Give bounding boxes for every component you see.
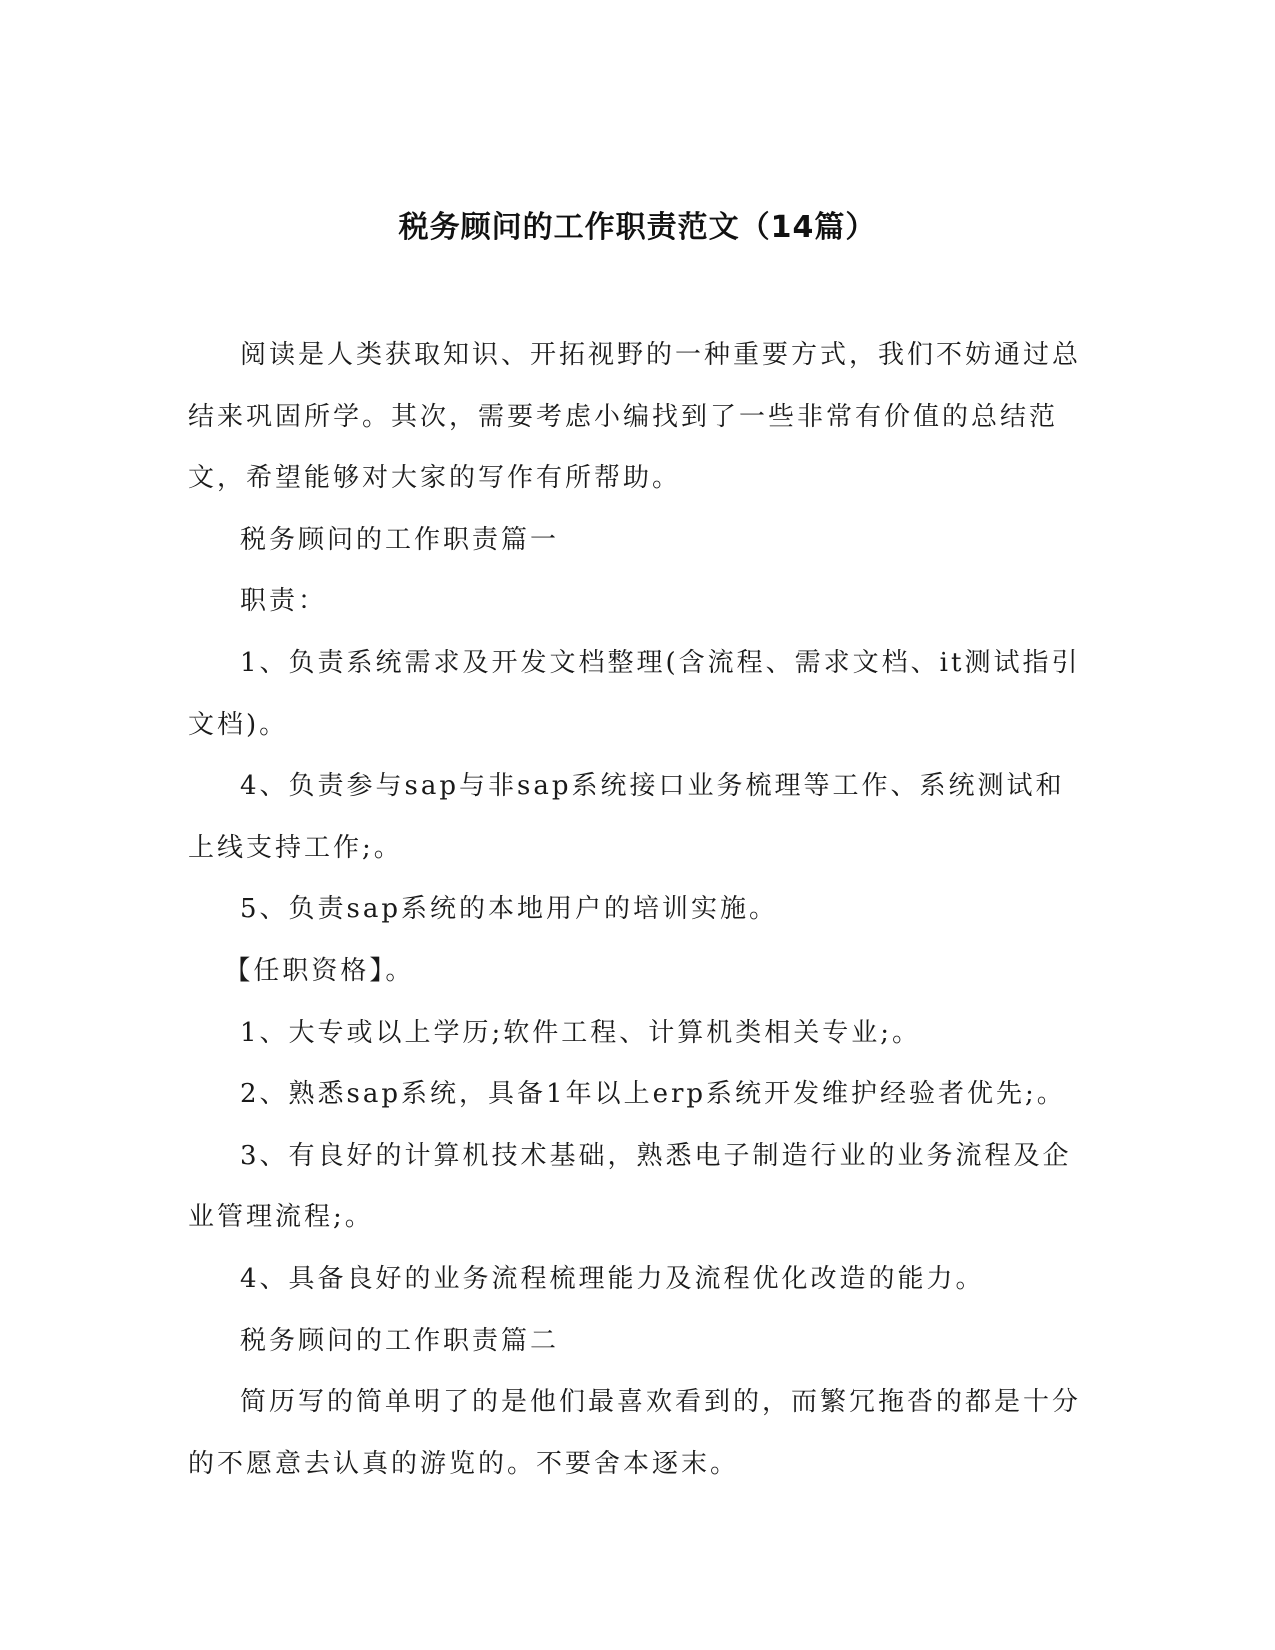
qualifications-label: 【任职资格】。 — [224, 955, 415, 986]
document-body — [188, 325, 1088, 1495]
duty-item: 1、负责系统需求及开发文档整理(含流程、需求文档、it测试指引文档)。 — [188, 647, 1081, 740]
duties-label: 职责： — [240, 586, 328, 617]
qualification-item: 3、有良好的计算机技术基础，熟悉电子制造行业的业务流程及企业管理流程;。 — [188, 1140, 1072, 1233]
document-title: 税务顾问的工作职责范文（14篇） — [398, 210, 877, 245]
duty-item: 5、负责sap系统的本地用户的培训实施。 — [240, 894, 779, 925]
intro-paragraph: 阅读是人类获取知识、开拓视野的一种重要方式，我们不妨通过总结来巩固所学。其次，需要考虑小编找到了一些非常有价值的总结范文，希望能够对大家的写作有所帮助。 — [188, 340, 1082, 494]
section-heading-2: 税务顾问的工作职责篇二 — [240, 1325, 560, 1356]
qualification-item: 2、熟悉sap系统，具备1年以上erp系统开发维护经验者优先;。 — [240, 1079, 1066, 1110]
qualification-item: 4、具备良好的业务流程梳理能力及流程优化改造的能力。 — [240, 1263, 985, 1294]
duty-item: 4、负责参与sap与非sap系统接口业务梳理等工作、系统测试和上线支持工作;。 — [188, 771, 1065, 863]
section-heading-1: 税务顾问的工作职责篇一 — [240, 524, 560, 555]
qualification-item: 1、大专或以上学历;软件工程、计算机类相关专业;。 — [240, 1017, 922, 1048]
resume-paragraph: 简历写的简单明了的是他们最喜欢看到的，而繁冗拖沓的都是十分的不愿意去认真的游览的。不要舍本逐末。 — [188, 1387, 1082, 1479]
